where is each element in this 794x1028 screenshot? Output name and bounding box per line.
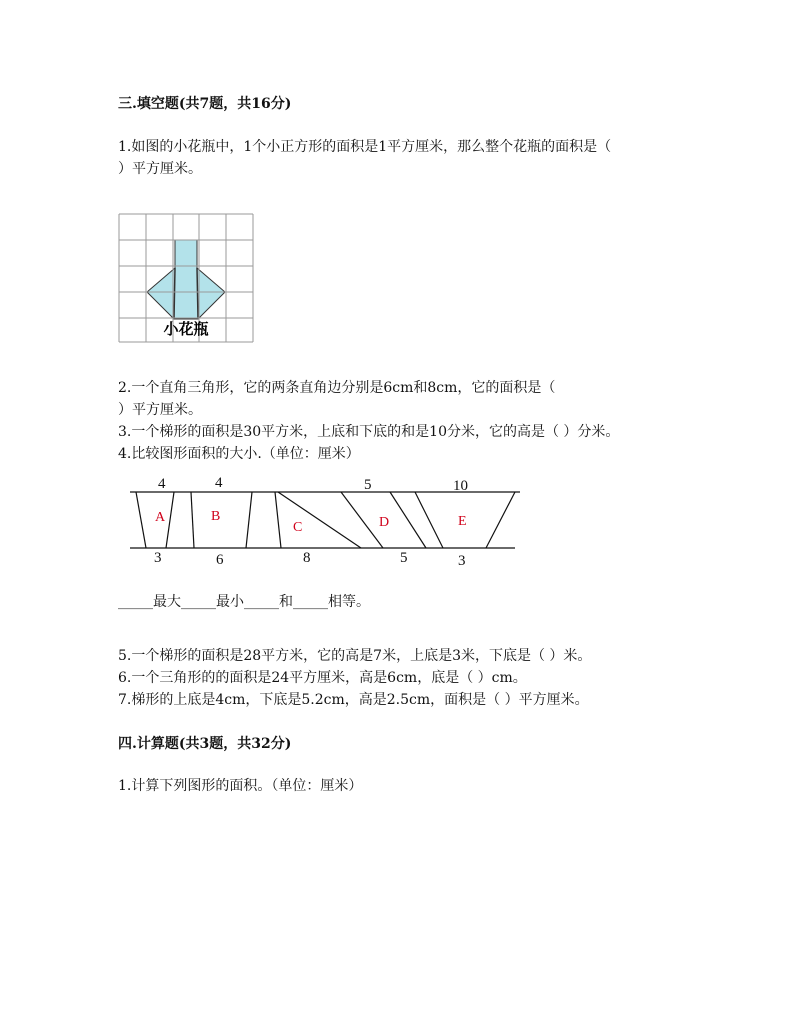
- question-4-answer-line: _____最大_____最小_____和_____相等。: [118, 594, 370, 610]
- shape-label-e: E: [458, 514, 467, 529]
- bottom-number: 6: [216, 552, 224, 568]
- question-4: 4.比较图形面积的大小.（单位：厘米）: [118, 446, 360, 462]
- question-1-line1: 1.如图的小花瓶中，1个小正方形的面积是1平方厘米，那么整个花瓶的面积是（: [118, 139, 612, 155]
- question-7: 7.梯形的上底是4cm，下底是5.2cm，高是2.5cm，面积是（ ）平方厘米。: [118, 692, 589, 708]
- top-number: 4: [215, 475, 223, 491]
- question-2-line2: ）平方厘米。: [118, 402, 202, 418]
- section3-heading: 三.填空题(共7题，共16分): [118, 96, 292, 112]
- shape-label-c: C: [293, 520, 303, 535]
- vase-figure: [118, 213, 254, 343]
- bottom-number: 8: [303, 550, 311, 566]
- question-1-line2: ）平方厘米。: [118, 161, 202, 177]
- shape-label-a: A: [155, 510, 166, 525]
- bottom-number: 3: [154, 550, 162, 566]
- bottom-number: 3: [458, 553, 466, 569]
- bottom-number: 5: [400, 550, 408, 566]
- question-2-line1: 2.一个直角三角形，它的两条直角边分别是6cm和8cm，它的面积是（: [118, 380, 556, 396]
- top-number: 5: [364, 477, 372, 493]
- question-5: 5.一个梯形的面积是28平方米，它的高是7米，上底是3米，下底是（ ）米。: [118, 648, 592, 664]
- question-6: 6.一个三角形的的面积是24平方厘米，高是6cm，底是（ ）cm。: [118, 670, 527, 686]
- section4-heading: 四.计算题(共3题，共32分): [118, 736, 292, 752]
- question-3: 3.一个梯形的面积是30平方米，上底和下底的和是10分米，它的高是（ ）分米。: [118, 424, 620, 440]
- top-number: 4: [158, 476, 166, 492]
- shape-label-b: B: [211, 509, 221, 524]
- section4-question-1: 1.计算下列图形的面积。（单位：厘米）: [118, 778, 363, 794]
- shape-label-d: D: [379, 515, 390, 530]
- top-number: 10: [453, 478, 468, 494]
- shapes-figure: [118, 472, 528, 572]
- vase-shape: [147, 240, 225, 319]
- vase-caption: 小花瓶: [163, 322, 209, 338]
